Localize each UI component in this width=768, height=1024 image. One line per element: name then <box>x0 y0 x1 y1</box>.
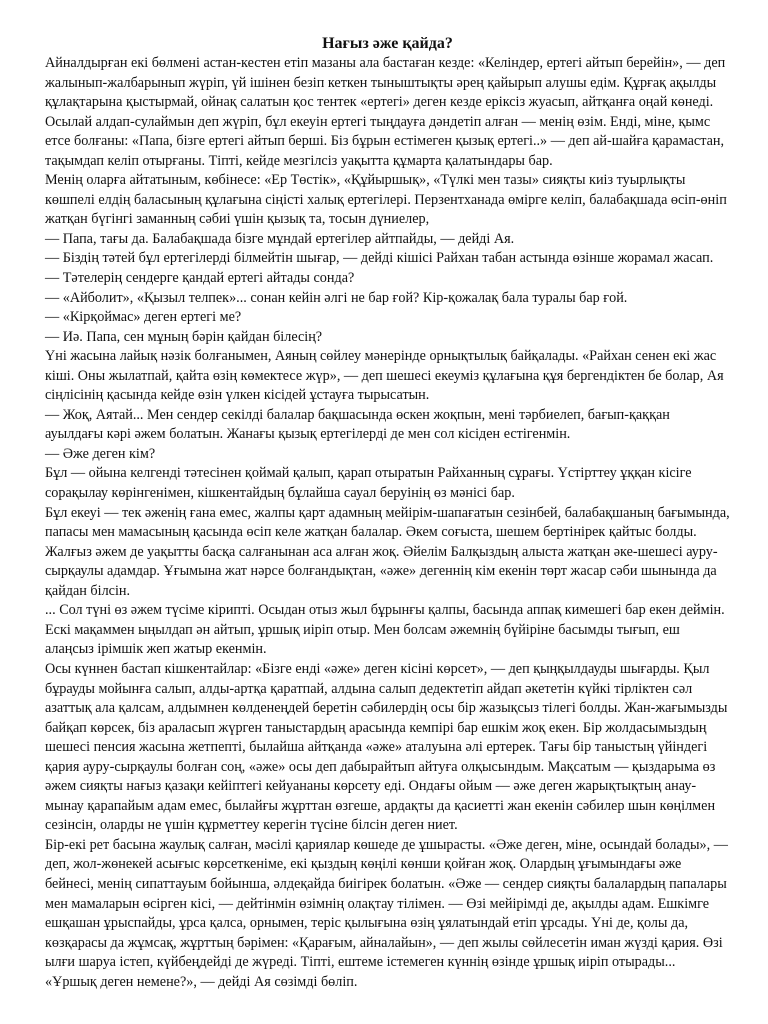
paragraph: Үні жасына лайық нәзік болғанымен, Аяның сөйлеу мәнерінде орнықтылық байқалады. «Райхан сенен екі жас кіші. Оны жылатпай, қайта өзің көмектесе жүр», — деп шешесі екеуміз құлағына құя бергендіктен бе болар, Ая сіңлісінің қасында кейде өзін үлкен кісідей ұстауға тырысатын. <box>45 348 724 404</box>
paragraph: Бұл екеуі — тек әженің ғана емес, жалпы қарт адамның мейірім-шапағатын сезінбей, балабақшаның бағымында, папасы мен мамасының қасында өсіп келе жатқан балалар. Әкем соғыста, шешем бертінірек қайтыс болды. Жалғыз әжем де уақытты басқа салғанынан аса алған жоқ. Әйелім Балқыздың алыста жатқан әке-шешесі ауру-сырқаулы адамдар. Ұғымына жат нәрсе болғандықтан, «әже» дегеннің кім екенін төрт жасар сәби шынында да қайдан білсін. <box>45 504 730 599</box>
paragraph: Айналдырған екі бөлмені астан-кестен етіп мазаны ала бастаған кезде: «Келіндер, ертегі айтып берейін», — деп жалынып-жалбарынып жүріп, үй ішінен безіп кеткен тыныштықты әрең қайырып алушы едім. Құрғақ ақылды құлақтарына қыстырмай, ойнақ салатын қос тентек «ертегі» деген кезде еріксіз жуасып, айтқанға оңай көнеді. Осылай алдап-сулаймын деп жүріп, бұл екеуін ертегі тыңдауға дәндетіп алған — менің өзім. Енді, міне, қымс етсе болғаны: «Папа, бізге ертегі айтып берші. Біз бұрын естімеген қызық ертегі..» — деп ай-шайға қарамастан, тақымдап келіп отырғаны. Тіпті, кейде мезгілсіз уақытта құмарта қалатындары бар. <box>45 55 726 169</box>
dialogue-line: — Біздің тәтей бұл ертегілерді білмейтін шығар, — дейді кішісі Райхан табан астында өзінше жорамал жасап. <box>45 250 714 267</box>
dialogue-line: — Жоқ, Аятай... Мен сендер секілді балалар бақшасында өскен жоқпын, мені тәрбиелеп, бағып-қаққан ауылдағы кәрі әжем болатын. Жанағы қызық ертегілерді де мен сол кісіден естігенмін. <box>45 406 670 443</box>
paragraph: Бұл — ойына келгенді тәтесінен қоймай қалып, қарап отыратын Райханның сұрағы. Үстірттеу ұққан кісіге сорақылау көрінгенімен, кішкентайдың бұлайша сауал беруінің өз мәнісі бар. <box>45 465 692 502</box>
paragraph: Менің оларға айтатыным, көбінесе: «Ер Төстік», «Құйыршық», «Түлкі мен тазы» сияқты киіз туырлықты көшпелі елдің баласының құлағына сіңісті халық ертегілері. Перзентханада өмірге келіп, балабақшада өсіп-өніп жатқан бүгінгі заманның сәбиі үшін қызық та, тосын дүниелер, <box>45 172 727 228</box>
document-body <box>45 54 730 992</box>
dialogue-line: — Тәтелерің сендерге қандай ертегі айтады сонда? <box>45 270 355 287</box>
document-title: Нағыз әже қайда? <box>322 35 453 52</box>
dialogue-line: — Әже деген кім? <box>45 445 156 462</box>
dialogue-line: — Папа, тағы да. Балабақшада бізге мұндай ертегілер айтпайды, — дейді Ая. <box>45 230 515 247</box>
paragraph: Бір-екі рет басына жаулық салған, мәсілі қариялар көшеде де ұшырасты. «Әже деген, міне, осындай болады», — деп, жол-жөнекей асығыс көрсеткеніме, екі қыздың көңілі көнши қойған жоқ. Олардың ұғымындағы әже бейнесі, менің сипаттауым бойынша, әлдеқайда биігірек болатын. «Әже — сендер сияқты балалардың папалары мен мамаларын өсірген кісі, — дейтінмін өзімнің олақтау тілімен. — Өзі мейірімді де, ақылды адам. Ешкімге ешқашан ұрыспайды, ұрса қалса, орнымен, теріс қылығына өзің ұялатындай етіп ұрсады. Үні де, қолы да, көзқарасы да жұмсақ, жұрттың бәрімен: «Қарағым, айналайын», — деп жылы сөйлесетін иман жүзді қария. Өзі ылғи шаруа істеп, күйбеңдейді де жүреді. Тіпті, ештеме істемеген күннің өзінде ұршық иіріп отырады... <box>45 836 728 971</box>
dialogue-line: «Ұршық деген немене?», — дейді Ая сөзімді бөліп. <box>45 973 358 990</box>
dialogue-line: — «Кірқоймас» деген ертегі ме? <box>45 309 242 326</box>
paragraph: Осы күннен бастап кішкентайлар: «Бізге енді «әже» деген кісіні көрсет», — деп қыңқылдауды шығарды. Қыл бұрауды мойынға салып, алды-артқа қаратпай, алдына салып дедектетіп айдап әкететін күйкі тірліктен сәл азаттық ала қалсам, алдымнен көлденеңдей беретін сәбилердің осы бір жазықсыз тілегі болды. Жан-жағымызды байқап көрсек, біз араласып жүрген таныстардың арасында кемпірі бар ешкім жоқ екен. Бір жолдасымыздың шешесі пенсия жасына жетпепті, былайша айтқанда «әже» аталуына әлі ертерек. Тағы бір таныстың үйіндегі қария ауру-сырқаулы болған соң, «әже» осы деп дабырайтып айтуға олқысындым. Мақсатым — қыздарыма өз әжем сияқты нағыз қазақи кейіптегі кейуананы көрсету еді. Ондағы ойым — әже деген жарықтықтың анау-мынау қарапайым адам емес, былайғы жұрттан өзгеше, ардақты да қасиетті жан екенін сәбилер шын көңілмен сезінсін, оларды не үшін құрметтеу керегін түсіне білсін деген ниет. <box>45 660 728 834</box>
dialogue-line: — Иә. Папа, сен мұның бәрін қайдан білесің? <box>45 328 323 345</box>
paragraph: ... Сол түні өз әжем түсіме кірипті. Осыдан отыз жыл бұрынғы қалпы, басында аппақ кимешегі бар екен деймін. Ескі мақаммен ыңылдап ән айтып, ұршық иіріп отыр. Мен болсам әжемнің бүйіріне басымды тығып, еш алаңсыз ірімшік жеп жатыр екенмін. <box>45 602 725 658</box>
dialogue-line: — «Айболит», «Қызыл телпек»... сонан кейін әлгі не бар ғой? Кір-қожалақ бала туралы бар ғой. <box>45 289 628 306</box>
